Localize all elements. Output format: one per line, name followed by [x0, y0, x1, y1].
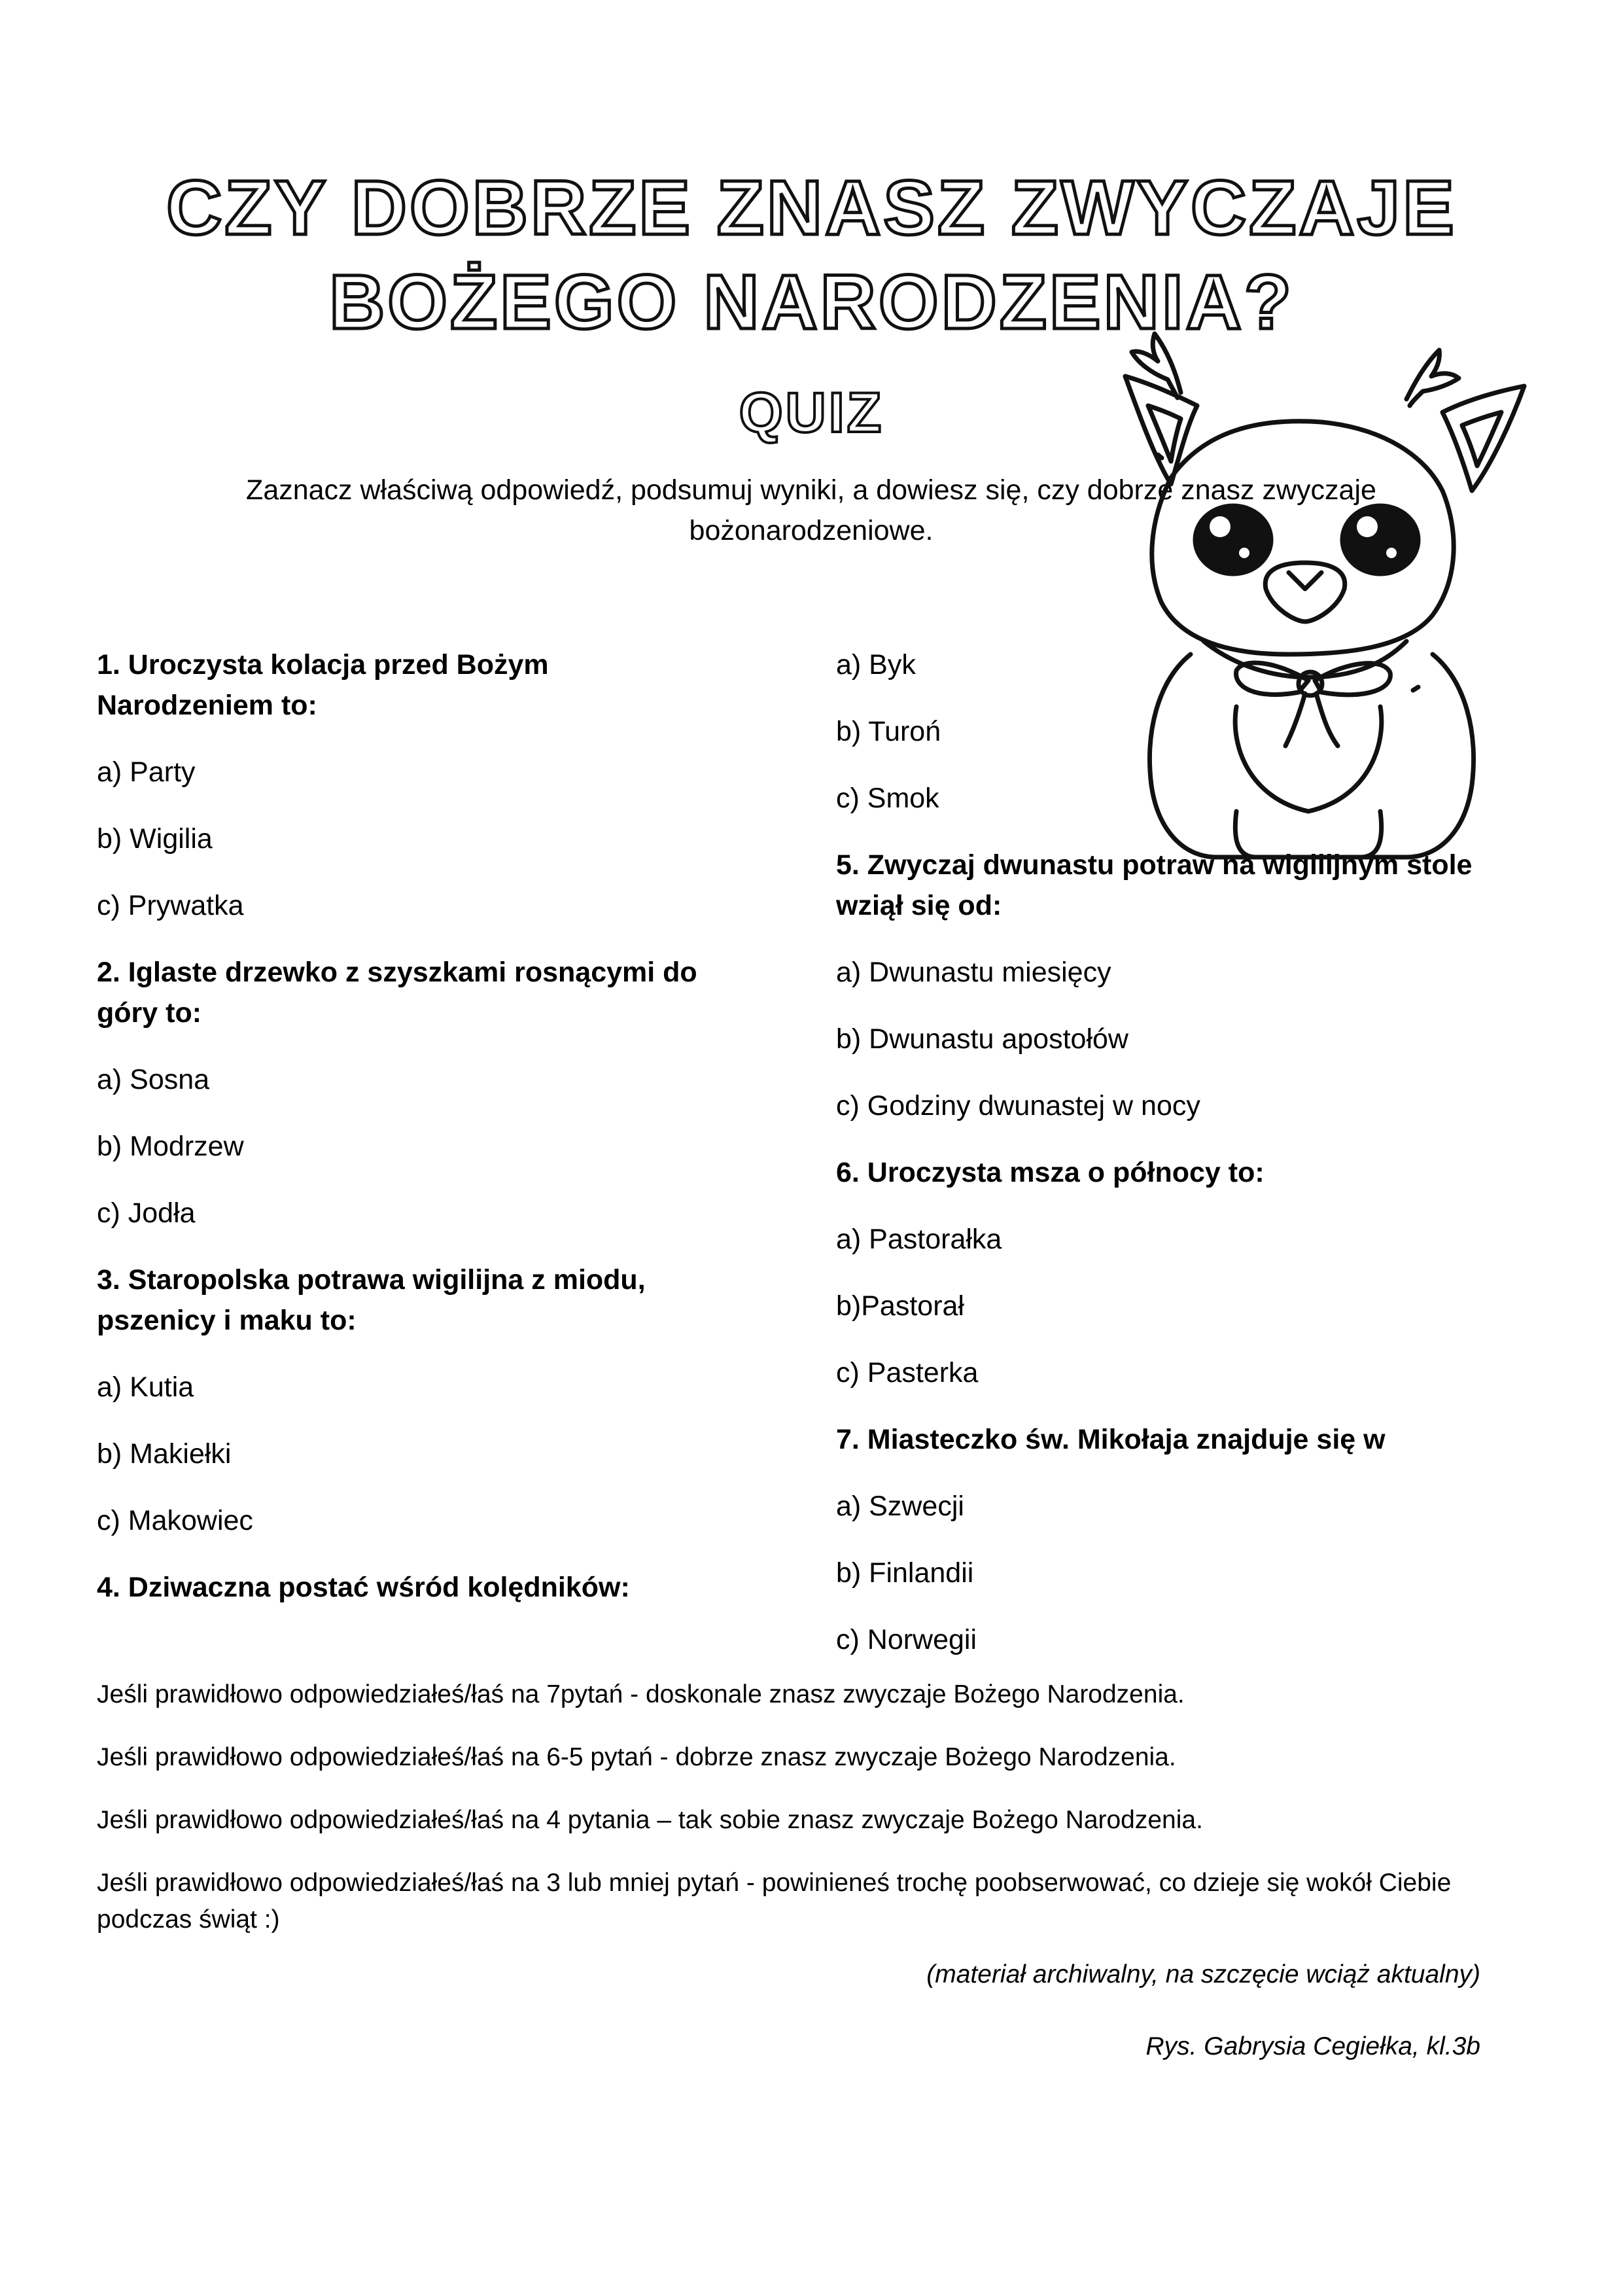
quiz-column-left [97, 645, 725, 1634]
answer-option: b) Finlandii [836, 1557, 974, 1589]
title-line-2: BOŻEGO NARODZENIA? [329, 259, 1294, 345]
answer-option: b) Wigilia [97, 823, 213, 855]
question-text: 7. Miasteczko św. Mikołaja znajduje się w [836, 1424, 1386, 1455]
title-quiz: QUIZ [739, 381, 884, 444]
question-7 [836, 1419, 1510, 1660]
answer-option: c) Norwegii [836, 1624, 977, 1655]
answer-option: c) Jodła [97, 1197, 196, 1229]
answer-option: a) Byk [836, 649, 916, 680]
question-text: 2. Iglaste drzewko z szyszkami rosnącymi do góry to: [97, 957, 697, 1029]
reindeer-drawing [1040, 314, 1590, 903]
answer-option: a) Kutia [97, 1371, 194, 1403]
question-6 [836, 1152, 1510, 1393]
left-ear [1125, 376, 1197, 484]
body [1150, 654, 1474, 857]
result-line: Jeśli prawidłowo odpowiedziałeś/łaś na 4 pytania – tak sobie znasz zwyczaje Bożego Narodzenia. [97, 1806, 1203, 1834]
question-1 [97, 645, 725, 926]
answer-option: b) Turoń [836, 716, 941, 747]
title-line-1: CZY DOBRZE ZNASZ ZWYCZAJE [166, 165, 1457, 251]
right-eye [1342, 506, 1418, 574]
intro-instructions: Zaznacz właściwą odpowiedź, podsumuj wyniki, a dowiesz się, czy dobrze znasz zwyczaje bożonarodzeniowe. [246, 474, 1376, 546]
answer-option: b) Modrzew [97, 1131, 244, 1162]
question-text: 3. Staropolska potrawa wigilijna z miodu, pszenicy i maku to: [97, 1264, 646, 1336]
question-text: 1. Uroczysta kolacja przed Bożym Narodzeniem to: [97, 649, 549, 721]
results-scoring [97, 1676, 1503, 1964]
answer-option: c) Prywatka [97, 890, 244, 921]
answer-option: b)Pastorał [836, 1290, 964, 1322]
answer-option: c) Makowiec [97, 1505, 253, 1536]
archive-note: (materiał archiwalny, na szczęcie wciąż aktualny) [926, 1960, 1480, 1988]
question-text: 5. Zwyczaj dwunastu potraw na wigilijnym stole wziął się od: [836, 849, 1473, 921]
question-2 [97, 952, 725, 1233]
result-line: Jeśli prawidłowo odpowiedziałeś/łaś na 7pytań - doskonale znasz zwyczaje Bożego Narodzenia. [97, 1680, 1185, 1708]
answer-option: a) Szwecji [836, 1491, 964, 1522]
question-4 [97, 1567, 725, 1608]
question-text: 4. Dziwaczna postać wśród kolędników: [97, 1572, 630, 1603]
answer-option: c) Pasterka [836, 1357, 979, 1388]
muzzle [1265, 563, 1345, 622]
result-line: Jeśli prawidłowo odpowiedziałeś/łaś na 6-5 pytań - dobrze znasz zwyczaje Bożego Narodzenia. [97, 1743, 1176, 1771]
result-line: Jeśli prawidłowo odpowiedziałeś/łaś na 3 lub mniej pytań - powinieneś trochę poobserwować, co dzieje się wokół Ciebie podczas świąt :) [97, 1869, 1452, 1934]
answer-option: a) Sosna [97, 1064, 210, 1095]
answer-option: c) Godziny dwunastej w nocy [836, 1090, 1200, 1122]
answer-option: a) Party [97, 756, 196, 788]
question-text: 6. Uroczysta msza o północy to: [836, 1157, 1265, 1188]
answer-option: a) Dwunastu miesięcy [836, 957, 1111, 988]
left-eye [1195, 506, 1271, 574]
right-ear [1442, 386, 1524, 491]
answer-option: a) Pastorałka [836, 1224, 1002, 1255]
answer-option: c) Smok [836, 783, 939, 814]
answer-option: b) Dwunastu apostołów [836, 1023, 1128, 1055]
illustration-credit: Rys. Gabrysia Cegiełka, kl.3b [1145, 2032, 1480, 2060]
right-antler [1406, 350, 1459, 406]
front-legs [1235, 811, 1256, 857]
question-3 [97, 1260, 725, 1541]
answer-option: b) Makiełki [97, 1438, 232, 1470]
